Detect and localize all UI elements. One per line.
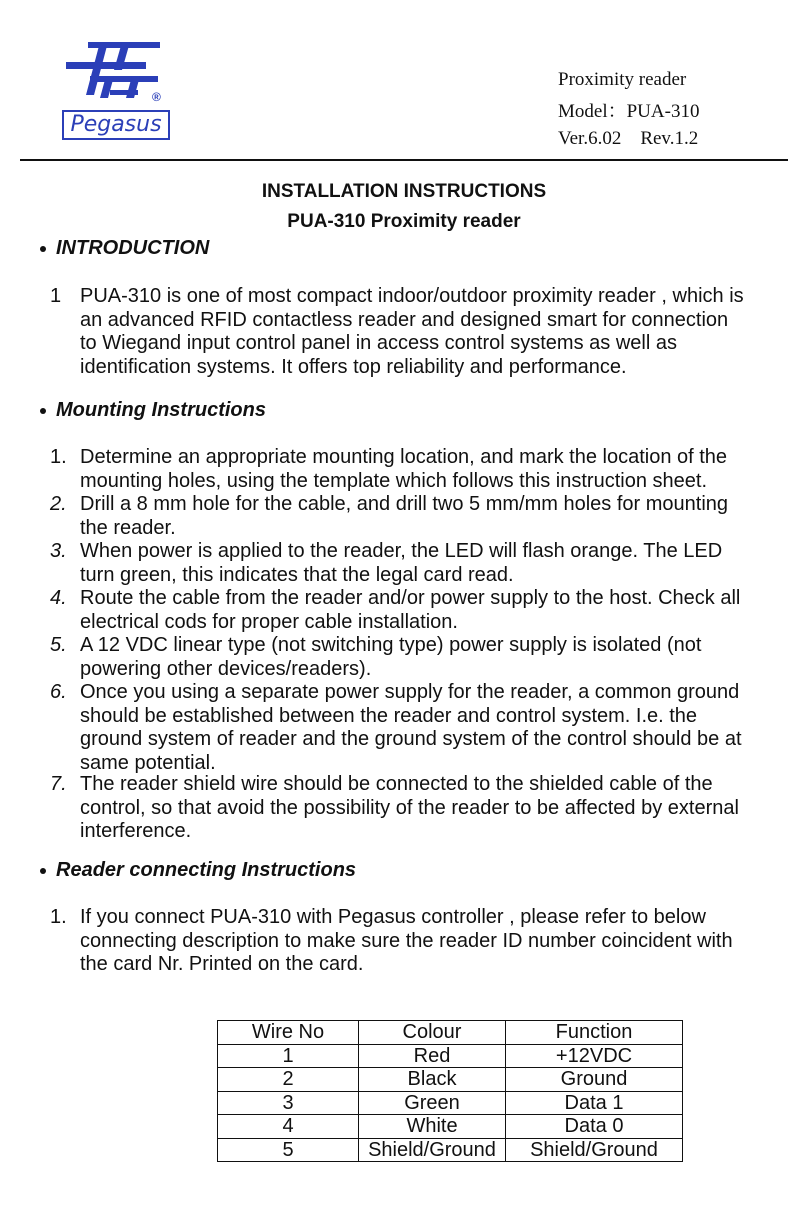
- table-cell: Ground: [506, 1068, 683, 1092]
- mounting-item-6-number: 6.: [50, 681, 67, 703]
- table-row: [218, 1044, 683, 1068]
- table-header-cell: Colour: [359, 1021, 506, 1045]
- mounting-item-2: Drill a 8 mm hole for the cable, and drill two 5 mm/mm holes for mounting the reader.: [80, 493, 729, 539]
- mounting-item-4-number: 4.: [50, 587, 67, 609]
- connecting-item-1: If you connect PUA-310 with Pegasus controller , please refer to below connecting description to make sure the reader ID number coincident with the card Nr. Printed on the card.: [80, 906, 733, 975]
- table-cell: 1: [218, 1044, 359, 1068]
- table-cell: 5: [218, 1138, 359, 1162]
- table-cell: Black: [359, 1068, 506, 1092]
- logo-wordmark: Pegasus: [70, 112, 162, 137]
- document-subtitle: PUA-310 Proximity reader: [287, 211, 521, 232]
- section-heading-introduction: INTRODUCTION: [40, 237, 209, 260]
- header-divider: [20, 159, 788, 161]
- mounting-item-3: When power is applied to the reader, the LED will flash orange. The LED turn green, this indicates that the legal card read.: [80, 540, 723, 586]
- mounting-item-7-number: 7.: [50, 773, 67, 795]
- company-logo: [60, 40, 175, 145]
- mounting-item-1-number: 1.: [50, 446, 67, 468]
- mounting-item-5: A 12 VDC linear type (not switching type) power supply is isolated (not powering other devices/readers).: [80, 634, 702, 680]
- bullet-icon: [40, 868, 46, 874]
- document-title: INSTALLATION INSTRUCTIONS: [261, 181, 547, 202]
- mounting-item-7: The reader shield wire should be connected to the shielded cable of the control, so that avoid the possibility of the reader to be affected by external interference.: [80, 773, 739, 842]
- table-cell: Data 1: [506, 1091, 683, 1115]
- logo-wordmark-box: [62, 110, 170, 140]
- bullet-icon: [40, 408, 46, 414]
- table-cell: Green: [359, 1091, 506, 1115]
- table-header-row: [218, 1021, 683, 1045]
- table-row: [218, 1138, 683, 1162]
- intro-number: 1: [50, 285, 62, 307]
- mounting-item-3-number: 3.: [50, 540, 67, 562]
- mounting-item-5-number: 5.: [50, 634, 67, 656]
- table-cell: Data 0: [506, 1115, 683, 1139]
- table-header-cell: Wire No: [218, 1021, 359, 1045]
- table-cell: 2: [218, 1068, 359, 1092]
- header-version: Ver.6.02 Rev.1.2: [558, 128, 699, 149]
- table-row: [218, 1115, 683, 1139]
- table-cell: White: [359, 1115, 506, 1139]
- connecting-item-1-number: 1.: [50, 906, 67, 928]
- table-header-cell: Function: [506, 1021, 683, 1045]
- mounting-item-1: Determine an appropriate mounting location, and mark the location of the mounting holes, using the template which follows this instruction sheet.: [80, 446, 728, 492]
- logo-registered-mark: ®: [152, 90, 161, 104]
- intro-paragraph: PUA-310 is one of most compact indoor/outdoor proximity reader , which is an advanced RFID contactless reader and designed smart for connection to Wiegand input control panel in access control systems as well as identification systems. It offers top reliability and performance.: [80, 285, 744, 378]
- bullet-icon: [40, 246, 46, 252]
- table-cell: +12VDC: [506, 1044, 683, 1068]
- table-cell: 4: [218, 1115, 359, 1139]
- section-heading-mounting: Mounting Instructions: [40, 399, 266, 422]
- table-cell: 3: [218, 1091, 359, 1115]
- wire-table: [217, 1020, 683, 1162]
- mounting-item-2-number: 2.: [50, 493, 67, 515]
- header-model: Model：PUA-310: [558, 101, 700, 122]
- table-cell: Shield/Ground: [506, 1138, 683, 1162]
- header-product: Proximity reader: [558, 69, 687, 90]
- section-heading-connecting: Reader connecting Instructions: [40, 859, 356, 882]
- table-row: [218, 1068, 683, 1092]
- table-cell: Red: [359, 1044, 506, 1068]
- mounting-item-6: Once you using a separate power supply for the reader, a common ground should be established between the reader and control system. I.e. the ground system of reader and the ground system of the control should be at same potential.: [80, 681, 742, 774]
- table-cell: Shield/Ground: [359, 1138, 506, 1162]
- mounting-item-4: Route the cable from the reader and/or power supply to the host. Check all electrical cods for proper cable installation.: [80, 587, 741, 633]
- table-row: [218, 1091, 683, 1115]
